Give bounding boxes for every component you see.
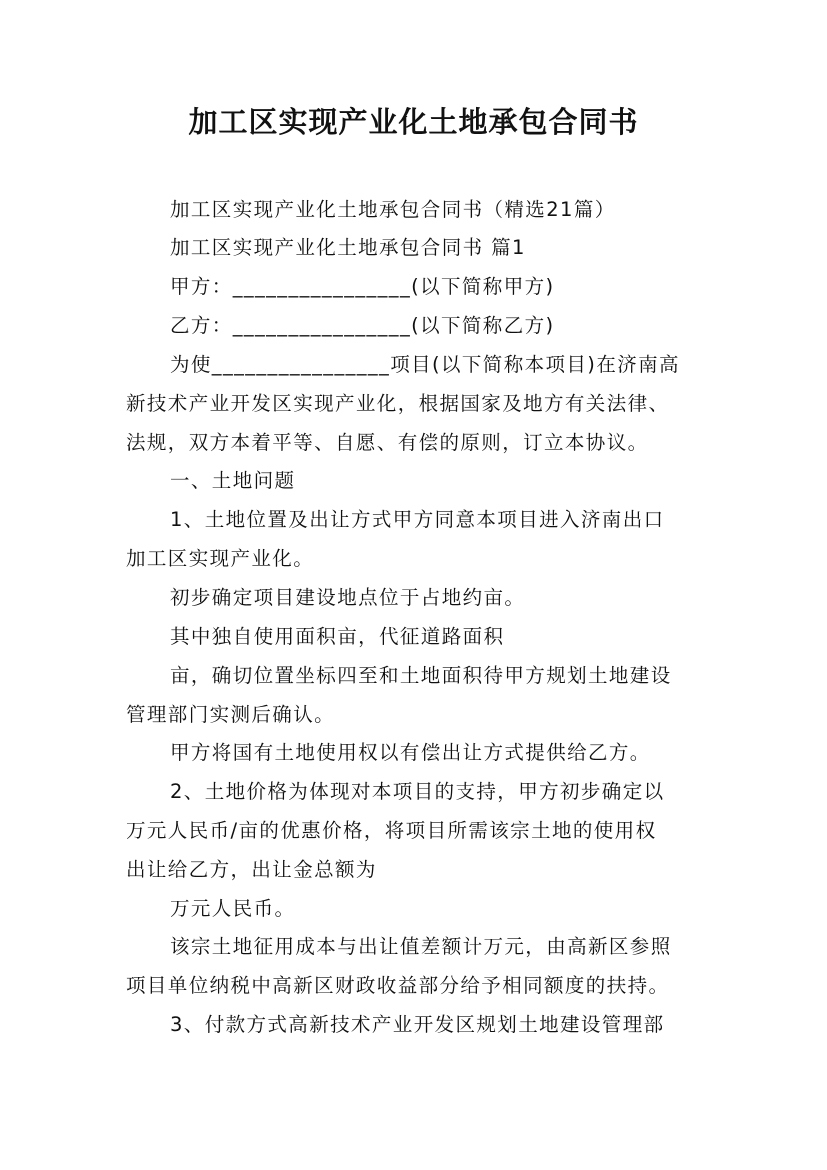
paragraph-line: 项目单位纳税中高新区财政收益部分给予相同额度的扶持。 bbox=[126, 974, 670, 997]
paragraph-line: 2、土地价格为体现对本项目的支持，甲方初步确定以 bbox=[170, 780, 665, 803]
paragraph-line: 加工区实现产业化。 bbox=[126, 547, 315, 570]
paragraph-line: 其中独自使用面积亩，代征道路面积 bbox=[170, 625, 505, 648]
party-b-line: 乙方：________________(以下简称乙方) bbox=[170, 314, 555, 337]
paragraph-line: 1、土地位置及出让方式甲方同意本项目进入济南出口 bbox=[170, 508, 665, 531]
section-heading: 加工区实现产业化土地承包合同书 篇1 bbox=[170, 236, 526, 259]
paragraph-line: 新技术产业开发区实现产业化，根据国家及地方有关法律、 bbox=[126, 392, 670, 415]
paragraph-line: 万元人民币。 bbox=[170, 897, 296, 920]
paragraph-line: 万元人民币/亩的优惠价格，将项目所需该宗土地的使用权 bbox=[126, 819, 657, 842]
paragraph-line: 3、付款方式高新技术产业开发区规划土地建设管理部 bbox=[170, 1013, 665, 1036]
subtitle-line: 加工区实现产业化土地承包合同书（精选21篇） bbox=[170, 198, 616, 221]
paragraph-line: 管理部门实测后确认。 bbox=[126, 703, 336, 726]
paragraph-line: 出让给乙方，出让金总额为 bbox=[126, 858, 377, 881]
paragraph-line: 为使________________项目(以下简称本项目)在济南高 bbox=[170, 353, 680, 376]
paragraph-line: 法规，双方本着平等、自愿、有偿的原则，订立本协议。 bbox=[126, 431, 649, 454]
paragraph-line: 初步确定项目建设地点位于占地约亩。 bbox=[170, 586, 526, 609]
paragraph-line: 亩，确切位置坐标四至和土地面积待甲方规划土地建设 bbox=[170, 664, 672, 687]
clause-heading: 一、土地问题 bbox=[170, 469, 296, 492]
document-title: 加工区实现产业化土地承包合同书 bbox=[188, 105, 639, 139]
paragraph-line: 甲方将国有土地使用权以有偿出让方式提供给乙方。 bbox=[170, 741, 651, 764]
paragraph-line: 该宗土地征用成本与出让值差额计万元，由高新区参照 bbox=[170, 935, 672, 958]
party-a-line: 甲方：________________(以下简称甲方) bbox=[170, 275, 555, 298]
